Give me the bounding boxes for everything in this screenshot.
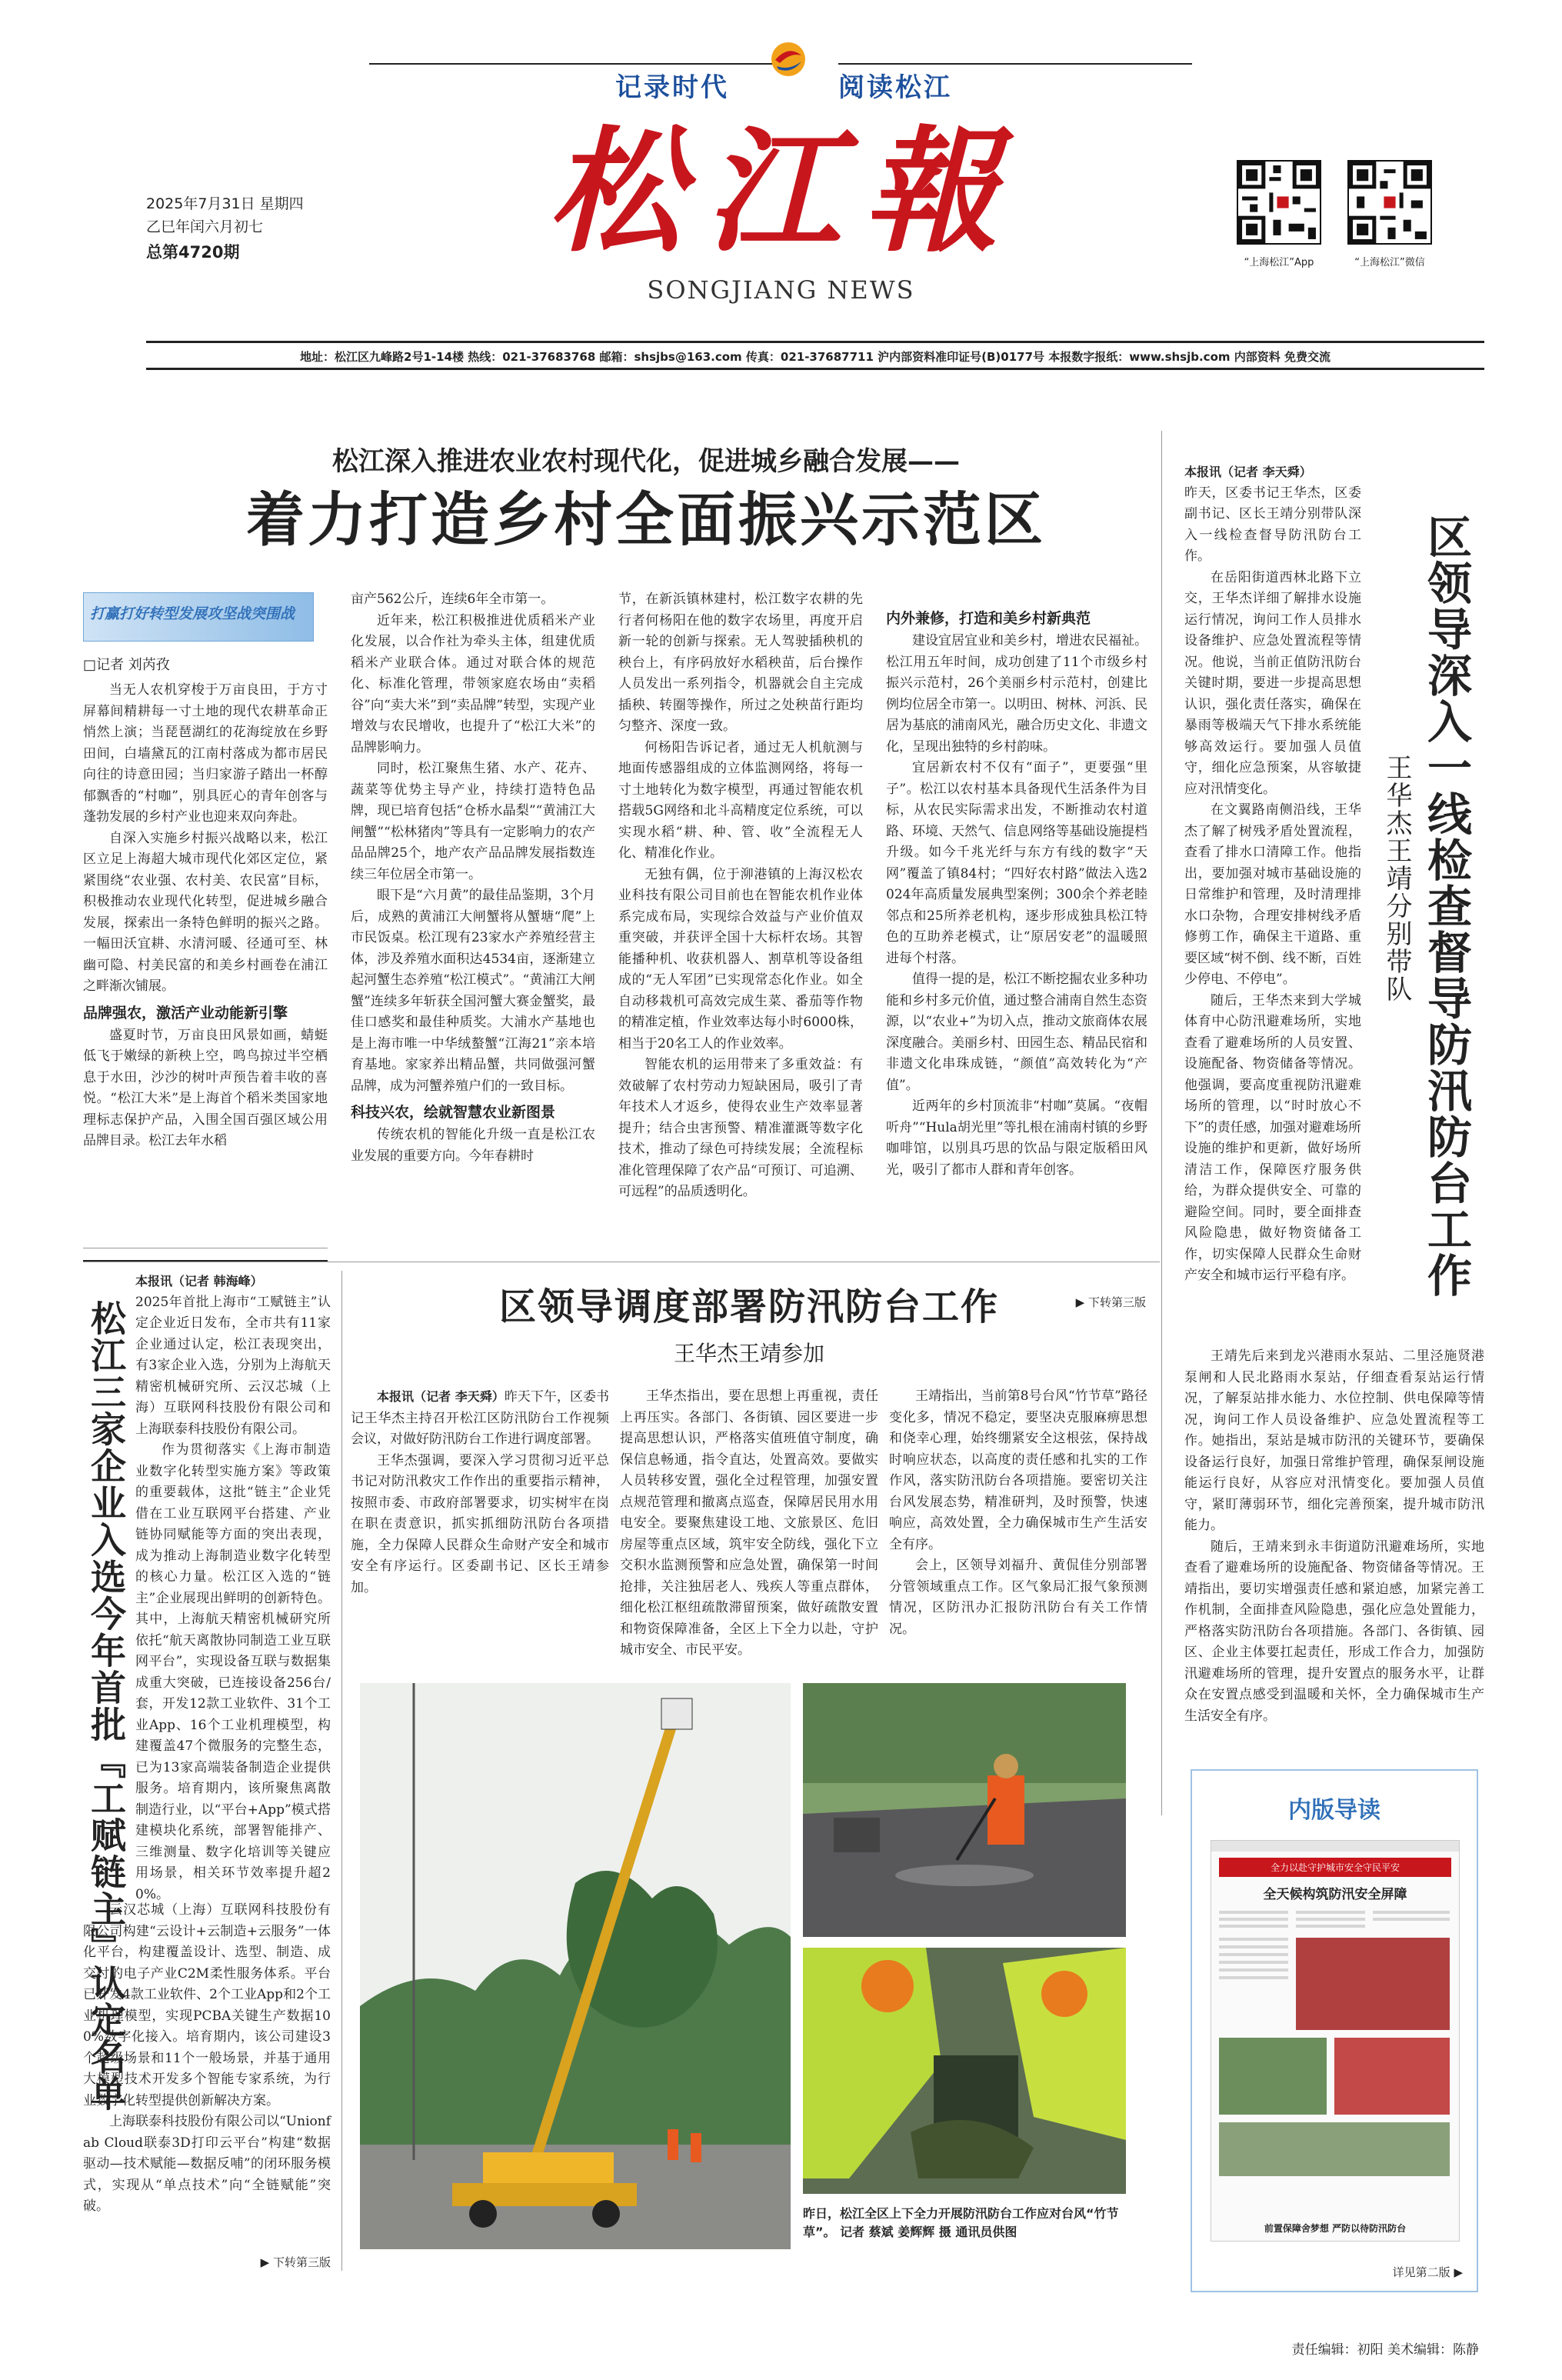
center-headline: 区领导调度部署防汛防台工作 — [498, 1285, 999, 1328]
lead-paragraph: 同时，松江聚焦生猪、水产、花卉、蔬菜等优势主导产业，持续打造特色品牌，现已培育包括“仓桥水晶梨”“黄浦江大闸蟹”“松林猪肉”等具有一定影响力的农产品品牌25个，地产农产品品牌发展指数连续三年位居全市第一。 — [351, 761, 595, 882]
left-paragraph: 作为贯彻落实《上海市制造业数字化转型实施方案》等政策的重要载体，这批“链主”企业凭借在工业互联网平台搭建、产业链协同赋能等方面的突出表现，成为推动上海制造业数字化转型的核心力量。松江区入选的“链主”企业展现出鲜明的创新特色。其中，上海航天精密机械研究所依托“航天离散协同制造工业互联网平台”，实现设备互联与数据集成重大突破，已连接设备256台/套，开发12款工业软件、31个工业App、16个工业机理模型，构建覆盖47个微服务的完整生态，已为13家高端装备制造企业提供服务。培育期内，该所聚焦离散制造行业，以“平台+App”模式搭建模块化系统，部署智能排产、三维测量、数字化培训等关键应用场景，相关环节效率提升超20%。 — [135, 1442, 331, 1902]
lead-paragraph: 当无人农机穿梭于万亩良田，于方寸屏幕间精耕每一寸土地的现代农耕革命正悄然上演；当琵琶湖红的花海绽放在乡野田间，白墙黛瓦的江南村落成为都市居民向往的诗意田园；当归家游子踏出一杯醇郁飘香的“村咖”，别具匠心的青年创客与蓬勃发展的乡村产业也迎来双向奔赴。 — [83, 682, 328, 825]
left-headline: 松江三家企业入选今年首批『工赋链主』认定名单 — [85, 1300, 127, 2112]
newspaper-title-en: SONGJIANG NEWS — [647, 275, 915, 305]
lead-column-3 — [618, 589, 863, 1311]
right-paragraph: 随后，王华杰来到大学城体育中心防汛避难场所，实地查看了避难场所的人员安置、设施配备、物资储备等情况。他强调，要高度重视防汛避难场所的管理，以“时时放心不下”的责任感，加强对避难场所设施的维护和更新，做好场所清洁工作，保障医疗服务供给，为群众提供安全、可靠的避险空间。同时，要全面排查风险隐患，做好物资储备工作，切实保障人民群众生命财产安全和城市运行平稳有序。 — [1184, 992, 1361, 1283]
lead-paragraph: 近年来，松江积极推进优质稻米产业化发展，以合作社为牵头主体，组建优质稻米产业联合体。通过对联合体的规范化、标准化管理，带领家庭农场由“卖稻谷”向“卖大米”到“卖品牌”转型，实现产业增效与农民增收，也提升了“松江大米”的品牌影响力。 — [351, 612, 595, 755]
left-paragraph: 2025年首批上海市“工赋链主”认定企业近日发布，全市共有11家企业通过认定，松江表现突出，有3家企业入选，分别为上海航天精密机械研究所、云汉芯城（上海）互联网科技股份有限公司和上海联泰科技股份有限公司。 — [135, 1294, 331, 1437]
lead-column-4 — [886, 589, 1147, 1282]
center-paragraph — [351, 1386, 609, 1451]
info-bar: 地址：松江区九峰路2号1-14楼 热线：021-37683768 邮箱：shsjbs@163.com 传真：021-37687711 沪内部资料准印证号(B)0177号 本报数字报纸：www.shsjb.com 内部资料 免费交流 — [300, 350, 1331, 364]
lead-paragraph: 建设宜居宜业和美乡村，增进农民福祉。松江用五年时间，成功创建了11个市级乡村振兴示范村，26个美丽乡村示范村，创建比例均位居全市第一。以明田、树林、河浜、民居为基底的浦南风光，融合历史文化、非遗文化，呈现出独特的乡村韵味。 — [886, 633, 1147, 755]
masthead — [0, 0, 1562, 364]
photo-caption: 昨日，松江全区上下全力开展防汛防台工作应对台风“竹节草”。 记者 蔡斌 姜辉辉 摄 通讯员供图 — [803, 2206, 1119, 2239]
right-paragraph: 在文翼路南侧沿线，王华杰了解了树残矛盾处置流程，查看了排水口清障工作。他指出，要加强对城市基础设施的日常维护和管理，及时清理排水口杂物，合理安排树线矛盾修剪工作，确保主干道路、重要区域“树不倒、线不断，百姓少停电、不停电”。 — [1184, 802, 1361, 987]
right-byline: 本报讯（记者 李天舜） — [1184, 465, 1312, 479]
lead-banner-text: 打赢打好转型发展攻坚战突围战 — [90, 605, 295, 622]
slogan-left: 记录时代 — [615, 72, 729, 103]
lead-column-1 — [83, 680, 328, 1311]
photo-workers-drain — [803, 1948, 1126, 2194]
lead-continue-label: 下转第三版 — [1087, 1295, 1146, 1309]
lead-byline: □记者 刘芮孜 — [83, 657, 170, 673]
photo-crane-tree-trimming — [360, 1683, 791, 2249]
center-paragraph: 王华杰指出，要在思想上再重视，责任上再压实。各部门、各街镇、园区要进一步提高思想认识，严格落实值班值守制度，确保信息畅通，指令直达，处置高效。要做实人员转移安置，强化全过程管理，加强安置点规范管理和撤离点巡查，保障居民用水用电安全。要聚焦建设工地、文旅景区、危旧房屋等重点区域，筑牢安全防线，强化下立交积水监测预警和应急处置，确保第一时间抢排，关注独居老人、残疾人等重点群体，细化松江枢纽疏散滞留预案，做好疏散安置和物资保障准备，全区上下全力以赴，守护城市安全、市民平安。 — [620, 1388, 878, 1658]
qr-code-app-icon — [1237, 160, 1321, 245]
lunar-date: 乙巳年闰六月初七 — [146, 218, 264, 235]
lead-kicker: 松江深入推进农业农村现代化，促进城乡融合发展—— — [332, 446, 960, 477]
center-lead: 昨天下午，区委书记王华杰主持召开松江区防汛防台工作视频会议，对做好防汛防台工作进行调度部署。 — [351, 1389, 610, 1447]
inside-guide-see — [1393, 2264, 1463, 2280]
center-byline: 本报讯（记者 李天舜） — [377, 1389, 505, 1404]
lead-paragraph: 盛夏时节，万亩良田风景如画，蜻蜓低飞于嫩绿的新秧上空，鸣鸟掠过半空栖息于水田，沙沙的树叶声预告着丰收的喜悦。“松江大米”是上海首个稻米类国家地理标志保护产品，入围全国百强区域公用品牌目录。松江去年水稻 — [83, 1027, 328, 1148]
lead-paragraph: 无独有偶，位于泖港镇的上海汉松农业科技有限公司目前也在智能农机作业体系完成布局，实现综合效益与产业价值双重突破，并获评全国十大标杆农场。其智能播种机、收获机器人、割草机等设备组成的“无人军团”已实现常态化作业。如全自动移栽机可高效完成生菜、番茄等作物的精准定植，作业效率达每小时6000株，相当于20名工人的作业效率。 — [618, 866, 863, 1052]
right-paragraph: 昨天，区委书记王华杰，区委副书记、区长王靖分别带队深入一线检查督导防汛防台工作。 — [1184, 485, 1361, 564]
left-continue — [185, 2254, 331, 2270]
continue-arrow-icon: ▶ — [1450, 2265, 1463, 2279]
lead-paragraph: 传统农机的智能化升级一直是松江农业发展的重要方向。今年春耕时 — [351, 1127, 595, 1164]
guide-see-label: 详见第二版 — [1392, 2265, 1450, 2279]
thumb-header: 全力以赴守护城市安全守民平安 — [1219, 1858, 1451, 1877]
inside-guide-title: 内版导读 — [1288, 1797, 1380, 1824]
lead-column-2 — [351, 589, 595, 1311]
photo-worker-road — [803, 1683, 1126, 1937]
left-paragraph: 上海联泰科技股份有限公司以“Unionfab Cloud联泰3D打印云平台”构建“数据驱动—技术赋能—数据反哺”的闭环服务模式，实现从“单点技术”向“全链赋能”突破。 — [83, 2114, 331, 2214]
center-paragraph: 会上，区领导刘福升、黄侃佳分别部署分管领域重点工作。区气象局汇报气象预测情况，区防汛办汇报防汛防台有关工作情况。 — [889, 1558, 1147, 1637]
lead-headline: 着力打造乡村全面振兴示范区 — [246, 485, 1046, 554]
lead-subhead: 内外兼修，打造和美乡村新典范 — [886, 610, 1091, 627]
lead-banner-tag — [83, 592, 314, 642]
lead-paragraph: 智能农机的运用带来了多重效益：有效破解了农村劳动力短缺困局，吸引了青年技术人才返乡，使得农业生产效率显著提升；结合虫害预警、精准灌溉等数字化技术，推动了绿色可持续发展；全流程标准化管理保障了农产品“可预订、可追溯、可远程”的品质透明化。 — [618, 1057, 863, 1199]
lead-paragraph: 眼下是“六月黄”的最佳品鉴期，3个月后，成熟的黄浦江大闸蟹将从蟹塘“爬”上市民饭桌。松江现有23家水产养殖经营主体，涉及养殖水面积达4534亩，逐渐建立起河蟹生态养殖“松江模式”。“黄浦江大闸蟹”连续多年斩获全国河蟹大赛金蟹奖，最佳口感奖和最佳种质奖。大浦水产基地也是上海市唯一中华绒螯蟹“江海21”亲本培育基地。家家养出精品蟹，共同做强河蟹品牌，成为河蟹养殖户们的一致目标。 — [351, 888, 595, 1094]
center-column-2 — [620, 1386, 878, 1667]
qr-label-wechat: “上海松江”微信 — [1354, 257, 1425, 268]
lead-subhead: 品牌强农，激活产业动能新引擎 — [83, 1004, 288, 1022]
right-story-body — [1184, 462, 1361, 1346]
lead-paragraph: 宜居新农村不仅有“面子”，更要强“里子”。松江以农村基本具备现代生活条件为目标，从农民实际需求出发，不断推动农村道路、环境、天然气、信息网络等基础设施提档升级。如今千兆光纤与东方有线的数字“天网”覆盖了镇84村；“四好农村路”做法入选2024年高质量发展典型案例；300余个养老睦邻点和25所养老机构，逐步形成独具松江特色的互助养老模式，让“原居安老”的温暖照进每个村落。 — [886, 760, 1147, 966]
qr-label-app: “上海松江”App — [1244, 257, 1314, 268]
slogan-right: 阅读松江 — [838, 72, 952, 103]
right-paragraph: 在岳阳街道西林北路下立交，王华杰详细了解排水设施运行情况，询问工作人员排水设备维护、应急处置流程等情况。他说，当前正值防汛防台关键时期，要进一步提高思想认识，强化责任落实，确保在暴雨等极端天气下排水系统能够高效运行。要加强人员值守，细化应急预案，从容敏捷应对汛情变化。 — [1184, 569, 1361, 797]
lead-paragraph: 近两年的乡村顶流非“村咖”莫属。“夜帽听舟”“Hula胡光里”等扎根在浦南村镇的乡野咖啡馆，以別具巧思的饮品与限定版稻田风光，吸引了都市人群和青年创客。 — [886, 1098, 1147, 1178]
left-continue-label: 下转第三版 — [272, 2255, 331, 2269]
thumb-footer: 前置保障舍梦想 严防以待防汛防台 — [1264, 2223, 1407, 2234]
lead-paragraph: 何杨阳告诉记者，通过无人机航测与地面传感器组成的立体监测网络，将每一寸土地转化为数字模型，再通过智能农机搭载5G网络和北斗高精度定位系统，可以实现水稻“耕、种、管、收”全流程无人化、精准化作业。 — [618, 739, 863, 861]
center-paragraph: 王华杰强调，要深入学习贯彻习近平总书记对防汛救灾工作作出的重要指示精神，按照市委、市政府部署要求，切实树牢在岗在职在责意识，抓实抓细防汛防台各项措施，全力保障人民群众生命财产安全和城市安全有序运行。区委副书记、区长王靖参加。 — [351, 1452, 609, 1595]
left-paragraph: 云汉芯城（上海）互联网科技股份有限公司构建“云设计+云制造+云服务”一体化平台，构建覆盖设计、选型、制造、成交付的电子产业C2M柔性服务体系。平台已开发4款工业软件、2个工业App和2个工业机理模型，实现PCBA关键生产数据100%数字化接入。培育期内，该公司建设3个超级场景和11个一般场景，并基于通用大模型技术开发多个智能专家系统，为行业数字化转型提供创新解决方案。 — [83, 1902, 331, 2108]
continue-arrow-icon: ▶ — [260, 2255, 273, 2269]
center-subhead: 王华杰王靖参加 — [673, 1341, 824, 1366]
editor-credits: 责任编辑：初阳 美术编辑：陈静 — [1291, 2342, 1479, 2358]
lead-paragraph: 自深入实施乡村振兴战略以来，松江区立足上海超大城市现代化郊区定位，紧紧围绕“农业强、农村美、农民富”目标，积极推动农业现代化转型，促进城乡融合发展，探索出一条特色鲜明的振兴之路。一幅田沃宜耕、水清河暖、径通可至、林幽可隐、村美民富的和美乡村画卷在浦江之畔渐次铺展。 — [83, 830, 328, 994]
inside-guide-thumbnail — [1211, 1840, 1460, 2242]
right-paragraph: 随后，王靖来到永丰街道防汛避难场所，实地查看了避难场所的设施配备、物资储备等情况。王靖指出，要切实增强责任感和紧迫感，加紧完善工作机制，全面排查风险隐患，强化应急处置能力，严格落实防汛防台各项措施。各部门、各街镇、园区、企业主体要扛起责任，形成工作合力，加强防汛避难场所的管理，提升安置点的服务水平，让群众在安置点感受到温暖和关怀，全力确保城市生产生活安全有序。 — [1184, 1538, 1484, 1724]
issue-number: 总第4720期 — [146, 243, 240, 262]
left-byline: 本报讯（记者 韩海峰） — [135, 1274, 263, 1288]
qr-code-wechat-icon — [1347, 160, 1432, 245]
left-story-body-lower — [83, 1900, 331, 2238]
right-story-body-lower — [1184, 1346, 1484, 1724]
right-paragraph: 王靖先后来到龙兴港雨水泵站、二里泾施贤港泵闸和人民北路雨水泵站，仔细查看泵站运行情况，了解泵站排水能力、水位控制、供电保障等情况，询问工作人员设备维护、应急处置流程等工作。她指出，泵站是城市防汛的关键环节，要确保设备运行良好，加强日常维护管理，确保泵闸设施能运行良好，从容应对汛情变化。要加强人员值守，紧盯薄弱环节，细化完善预案，提升城市防汛能力。 — [1184, 1348, 1484, 1533]
right-headline: 区领导深入一线检查督导防汛防台工作 — [1420, 514, 1472, 1298]
center-column-3 — [889, 1386, 1147, 1667]
issue-date: 2025年7月31日 星期四 — [146, 195, 304, 212]
thumb-headline: 全天候构筑防汛安全屏障 — [1263, 1887, 1407, 1902]
right-subhead: 王华杰王靖分别带队 — [1381, 754, 1412, 1003]
continue-arrow-icon: ▶ — [1075, 1295, 1088, 1309]
lead-paragraph: 值得一提的是，松江不断挖掘农业多种功能和乡村多元价值，通过整合浦南自然生态资源，以“农业+”为切入点，推动文旅商体农展深度融合。美丽乡村、田园生态、精品民宿和非遗文化串珠成链，“颜值”高效转化为“产值”。 — [886, 972, 1147, 1093]
center-column-1 — [351, 1386, 609, 1667]
lead-subhead: 科技兴农，绘就智慧农业新图景 — [351, 1104, 556, 1121]
newspaper-title: 松江報 — [548, 113, 1021, 271]
lead-paragraph: 节，在新浜镇林建村，松江数字农耕的先行者何杨阳在他的数字农场里，再度开启新一轮的创新与探索。无人驾驶插秧机的秧台上，有序码放好水稻秧苗，后台操作人员发出一系列指令，机器就会自主完成插秧、转圈等操作，所过之处秧苗行距均匀整齐、深度一致。 — [618, 592, 863, 734]
center-paragraph: 王靖指出，当前第8号台风“竹节草”路径变化多，情况不稳定，要坚决克服麻痹思想和侥幸心理，始终绷紧安全这根弦，保持战时响应状态，以高度的责任感和扎实的工作作风，落实防汛防台各项措施。要密切关注台风发展态势，精准研判，及时预警，快速响应，高效处置，全力确保城市生产生活安全有序。 — [889, 1388, 1147, 1552]
newspaper-logo-icon — [769, 40, 808, 78]
lead-paragraph: 亩产562公斤，连续6年全市第一。 — [351, 592, 555, 607]
inside-guide-box — [1191, 1769, 1478, 2292]
